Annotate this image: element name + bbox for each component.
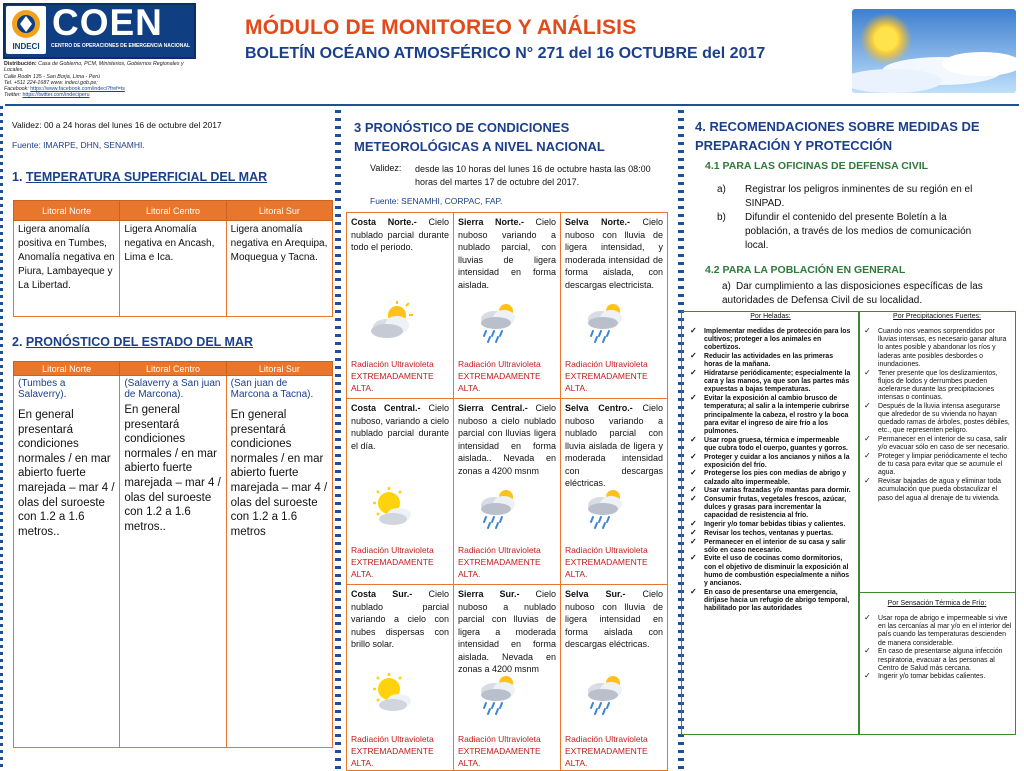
distribution-text: Casa de Gobierno, PCM, Ministerios, Gobiernos Regionales y Locales. bbox=[4, 61, 184, 74]
sun-sky-image bbox=[852, 9, 1016, 93]
address-text: Calle Rodin 135 - San Borja, Lima - Perú bbox=[4, 73, 100, 80]
forecast-cell bbox=[454, 399, 561, 585]
table-cell bbox=[14, 376, 120, 748]
facebook-label: Facebook: bbox=[4, 86, 31, 93]
rec-key: b) bbox=[717, 212, 726, 223]
list-item: ✓ Usar varias frazadas y/o mantas para dormir. bbox=[688, 487, 853, 495]
distribution-label: Distribución: bbox=[4, 61, 37, 67]
uv-warning: Radiación Ultravioleta EXTREMADAMENTE ALTA. bbox=[351, 359, 434, 393]
uv-warning: Radiación Ultravioleta EXTREMADAMENTE ALTA. bbox=[458, 545, 541, 579]
uv-warning: Radiación Ultravioleta EXTREMADAMENTE ALTA. bbox=[565, 734, 648, 768]
forecast-row bbox=[347, 213, 668, 399]
section-4-heading: 4. RECOMENDACIONES SOBRE MEDIDAS DE PREPARACIÓN Y PROTECCIÓN bbox=[695, 119, 980, 153]
sun-cloud-icon bbox=[367, 487, 415, 529]
forecast-cell bbox=[561, 585, 668, 771]
table-cell: Ligera anomalía negativa en Arequipa, Moquegua y Tacna. bbox=[226, 221, 332, 317]
recommendation-b bbox=[717, 211, 987, 253]
list-item: ✓ En caso de presentarse alguna infección respiratoria, evacuar a las personas al Centro de Salud más cercana. bbox=[862, 648, 1012, 673]
validity-label: Validez: bbox=[370, 163, 402, 173]
rain-cloud-icon bbox=[474, 673, 522, 715]
forecast-text: Cielo nuboso con lluvia de ligera intensidad en forma aislada con descargas eléctricas. bbox=[565, 589, 663, 649]
column-divider-1 bbox=[335, 110, 341, 770]
recommendation-a bbox=[717, 183, 987, 211]
distribution-info bbox=[4, 61, 194, 99]
validity-text: desde las 10 horas del lunes 16 de octubre hasta las 08:00 horas del martes 17 de octubre del 2017. bbox=[415, 164, 651, 187]
list-item: ✓ Usar ropa de abrigo e impermeable si vive en las cercanías al mar y/o en el interior del país cuando las temperaturas descienden de manera considerable. bbox=[862, 615, 1012, 648]
rec-text: Registrar los peligros inminentes de su región en el SINPAD. bbox=[745, 184, 973, 209]
section-1-title: TEMPERATURA SUPERFICIAL DEL MAR bbox=[25, 170, 268, 184]
cold-recommendations bbox=[862, 600, 1012, 682]
coen-logo-text: COEN bbox=[52, 2, 163, 43]
forecast-cell bbox=[347, 585, 454, 771]
column-header: Litoral Sur bbox=[226, 362, 332, 376]
list-item: ✓ Cuando nos veamos sorprendidos por lluvias intensas, es necesario ganar altura lo antes posible y abandonar los ríos y laderas ante posibles desbordes o inundaciones. bbox=[862, 328, 1012, 369]
forecast-cell bbox=[454, 213, 561, 399]
list-item: ✓ Proteger y cuidar a los ancianos y niños a la exposición del frío. bbox=[688, 454, 853, 470]
table-cell: Ligera Anomalía negativa en Ancash, Lima e Ica. bbox=[120, 221, 226, 317]
sun-cloud-icon bbox=[367, 673, 415, 715]
page-title: MÓDULO DE MONITOREO Y ANÁLISIS bbox=[245, 16, 637, 39]
uv-warning: Radiación Ultravioleta EXTREMADAMENTE ALTA. bbox=[351, 734, 434, 768]
rain-cloud-icon bbox=[474, 301, 522, 343]
forecast-cell bbox=[561, 213, 668, 399]
list-item: ✓ Evite el uso de cocinas como dormitorios, con el objetivo de disminuir la exposición al humo de combustión especialmente a niños y ancianos. bbox=[688, 555, 853, 588]
uv-warning: Radiación Ultravioleta EXTREMADAMENTE ALTA. bbox=[458, 734, 541, 768]
list-item: ✓ Implementar medidas de protección para los cultivos; proteger a los animales en cobertizos. bbox=[688, 328, 853, 353]
list-item: ✓ Permanecer en el interior de su casa, salir y/o evacuar sólo en caso de ser necesario. bbox=[862, 436, 1012, 452]
rain-cloud-icon bbox=[474, 487, 522, 529]
column-header: Litoral Norte bbox=[14, 201, 120, 221]
region-name: Sierra Sur.- bbox=[458, 589, 520, 599]
indeci-logo-text: INDECI bbox=[12, 42, 40, 51]
location-label: (Tumbes a Salaverry). bbox=[18, 378, 67, 400]
forecast-cell bbox=[347, 213, 454, 399]
forecast-text: Cielo nuboso con lluvia de ligera intensidad, y moderada intensidad de forma aislada, con descargas electricista. bbox=[565, 217, 663, 290]
cell-text: En general presentará condiciones normales / en mar abierto fuerte marejada – mar 4 / olas del suroeste con 1.2 a 1.6 metros.. bbox=[18, 409, 115, 538]
list-item: ✓ Evitar la exposición al cambio brusco de temperatura; al salir a la intemperie cubrirse principalmente la cabeza, el rostro y la boca para evitar el ingreso de aire frío a los pulmones. bbox=[688, 395, 853, 436]
section-2-heading bbox=[12, 335, 253, 349]
list-item: ✓ Permanecer en el interior de su casa y salir sólo en caso necesario. bbox=[688, 539, 853, 555]
rec-text: Dar cumplimiento a las disposiciones específicas de las autoridades de Defensa Civil de su localidad. bbox=[722, 281, 983, 306]
weather-forecast-table bbox=[346, 212, 668, 771]
list-item: ✓ Ingerir y/o tomar bebidas calientes. bbox=[862, 673, 1012, 681]
sea-temperature-table bbox=[13, 200, 333, 317]
phone-text: Tel. +511 224-1687 www. indeci.gob.pe; bbox=[4, 79, 98, 86]
section-2-number: 2. bbox=[12, 335, 26, 349]
validity-text: Validez: 00 a 24 horas del lunes 16 de octubre del 2017 bbox=[12, 120, 222, 130]
list-item: ✓ Usar ropa gruesa, térmica e impermeable que cubra todo el cuerpo, guantes y gorros. bbox=[688, 437, 853, 453]
column-header: Litoral Centro bbox=[120, 201, 226, 221]
region-name: Selva Centro.- bbox=[565, 403, 633, 413]
location-label: (Salaverry a San juan de Marcona). bbox=[124, 378, 221, 400]
left-border bbox=[0, 106, 3, 768]
forecast-text: Cielo nublado parcial durante todo el periodo. bbox=[351, 217, 449, 252]
section-2-title: PRONÓSTICO DEL ESTADO DEL MAR bbox=[25, 335, 254, 349]
forecast-text: Cielo nuboso variando a nublado parcial con lluvia aislada de ligera y moderada intensidad con descargas eléctricas. bbox=[565, 403, 663, 488]
list-item: ✓ Hidratarse periódicamente; especialmente la cara y las manos, ya que son las partes más expuestas a bajas temperaturas. bbox=[688, 370, 853, 395]
list-item: ✓ Protegerse los pies con medias de abrigo y calzado alto impermeable. bbox=[688, 470, 853, 486]
uv-warning: Radiación Ultravioleta EXTREMADAMENTE ALTA. bbox=[565, 359, 648, 393]
column-header: Litoral Norte bbox=[14, 362, 120, 376]
column-header: Litoral Sur bbox=[226, 201, 332, 221]
uv-warning: Radiación Ultravioleta EXTREMADAMENTE ALTA. bbox=[351, 545, 434, 579]
rec-text: Difundir el contenido del presente Boletín a la población, a través de los medios de comunicación local. bbox=[745, 212, 972, 251]
region-name: Costa Norte.- bbox=[351, 217, 417, 227]
region-name: Selva Norte.- bbox=[565, 217, 630, 227]
source-text: Fuente: SENAMHI, CORPAC, FAP. bbox=[370, 196, 503, 206]
source-text: Fuente: IMARPE, DHN, SENAMHI. bbox=[12, 140, 145, 150]
forecast-text: Cielo nuboso a cielo nublado parcial con lluvias ligera intensidad en forma aislada.. Nevada en zonas a 4200 msnm bbox=[458, 403, 556, 476]
section-1-heading bbox=[12, 170, 267, 184]
frost-title: Por Heladas: bbox=[750, 313, 791, 320]
rec-key: a) bbox=[722, 281, 731, 292]
twitter-link[interactable]: https://twitter.com/indeciperu bbox=[22, 92, 90, 99]
uv-warning: Radiación Ultravioleta EXTREMADAMENTE ALTA. bbox=[458, 359, 541, 393]
list-item: ✓ Tener presente que los deslizamientos, flujos de lodos y derrumbes pueden acelerarse durante las precipitaciones intensas o continuas. bbox=[862, 370, 1012, 403]
region-name: Sierra Central.- bbox=[458, 403, 528, 413]
uv-warning: Radiación Ultravioleta EXTREMADAMENTE ALTA. bbox=[565, 545, 648, 579]
forecast-row bbox=[347, 585, 668, 771]
region-name: Sierra Norte.- bbox=[458, 217, 524, 227]
table-cell: Ligera anomalía positiva en Tumbes, Anomalía negativa en Piura, Lambayeque y La Libertad. bbox=[14, 221, 120, 317]
column-header: Litoral Centro bbox=[120, 362, 226, 376]
forecast-row bbox=[347, 399, 668, 585]
section-1-number: 1. bbox=[12, 170, 26, 184]
coen-logo-subtext: CENTRO DE OPERACIONES DE EMERGENCIA NACIONAL bbox=[51, 43, 190, 49]
section-4-2-heading: 4.2 PARA LA POBLACIÓN EN GENERAL bbox=[705, 264, 906, 276]
list-item: ✓ Revisar los techos, ventanas y puertas. bbox=[688, 530, 853, 538]
rec-key: a) bbox=[717, 184, 726, 195]
table-cell bbox=[120, 376, 226, 748]
list-item: ✓ Reducir las actividades en las primeras horas de la mañana. bbox=[688, 353, 853, 369]
frost-recommendations bbox=[688, 313, 853, 614]
forecast-text: Cielo nuboso, variando a cielo nublado parcial durante el día. bbox=[351, 403, 449, 451]
partly-cloudy-icon bbox=[367, 301, 415, 343]
cold-title: Por Sensación Térmica de Frío: bbox=[887, 600, 987, 607]
forecast-cell bbox=[561, 399, 668, 585]
list-item: ✓ Ingerir y/o tomar bebidas tibias y calientes. bbox=[688, 521, 853, 529]
list-item: ✓ En caso de presentarse una emergencia, diríjase hacia un refugio de abrigo temporal, habilitado por las autoridades bbox=[688, 589, 853, 614]
rain-cloud-icon bbox=[581, 301, 629, 343]
section-4-1-heading: 4.1 PARA LAS OFICINAS DE DEFENSA CIVIL bbox=[705, 160, 929, 172]
cell-text: En general presentará condiciones normales / en mar abierto fuerte marejada – mar 4 / olas del suroeste con 1.2 a 1.6 metros.. bbox=[124, 404, 221, 533]
forecast-cell bbox=[454, 585, 561, 771]
section-3-heading: 3 PRONÓSTICO DE CONDICIONES METEOROLÓGICAS A NIVEL NACIONAL bbox=[354, 120, 605, 154]
header-divider bbox=[5, 104, 1019, 106]
rain-title: Por Precipitaciones Fuertes: bbox=[893, 313, 981, 320]
list-item: ✓ Consumir frutas, vegetales frescos, azúcar, dulces y grasas para incrementar la capacidad de resistencia al frío. bbox=[688, 496, 853, 521]
forecast-text: Cielo nublado parcial variando a cielo con nubes dispersas con brillo solar. bbox=[351, 589, 449, 649]
forecast-text: Cielo nuboso variando a nublado parcial, con lluvias de ligera intensidad en forma aislada. bbox=[458, 217, 556, 290]
forecast-cell bbox=[347, 399, 454, 585]
twitter-label: Twitter: bbox=[4, 92, 23, 99]
region-name: Selva Sur.- bbox=[565, 589, 626, 599]
region-name: Costa Sur.- bbox=[351, 589, 413, 599]
cell-text: En general presentará condiciones normales / en mar abierto fuerte marejada – mar 4 / olas del suroeste con 1.2 a 1.6 metros bbox=[230, 409, 328, 538]
list-item: ✓ Después de la lluvia intensa asegurarse que alrededor de su vivienda no hayan quedado ramas de árboles, postes débiles, etc., que representen peligro. bbox=[862, 403, 1012, 436]
location-label: (San juan de Marcona a Tacna). bbox=[230, 378, 314, 400]
population-recommendation bbox=[722, 280, 992, 308]
table-cell bbox=[226, 376, 332, 748]
region-name: Costa Central.- bbox=[351, 403, 421, 413]
list-item: ✓ Revisar bajadas de agua y eliminar toda acumulación que pueda obstaculizar el paso del agua al drenaje de tu vivienda. bbox=[862, 478, 1012, 503]
sea-state-table bbox=[13, 361, 333, 748]
list-item: ✓ Proteger y limpiar periódicamente el techo de tu casa para evitar que se acumule el agua. bbox=[862, 453, 1012, 478]
rain-cloud-icon bbox=[581, 487, 629, 529]
bulletin-subtitle: BOLETÍN OCÉANO ATMOSFÉRICO N° 271 del 16 OCTUBRE del 2017 bbox=[245, 45, 766, 62]
rain-cloud-icon bbox=[581, 673, 629, 715]
facebook-link[interactable]: https://www.facebook.com/indeci?fref=ts bbox=[30, 86, 125, 93]
forecast-text: Cielo nuboso a nublado parcial con lluvias de ligera a moderada intensidad en forma aislada. Nevada en zonas a 4200 msnm bbox=[458, 589, 556, 674]
rain-recommendations bbox=[862, 313, 1012, 503]
